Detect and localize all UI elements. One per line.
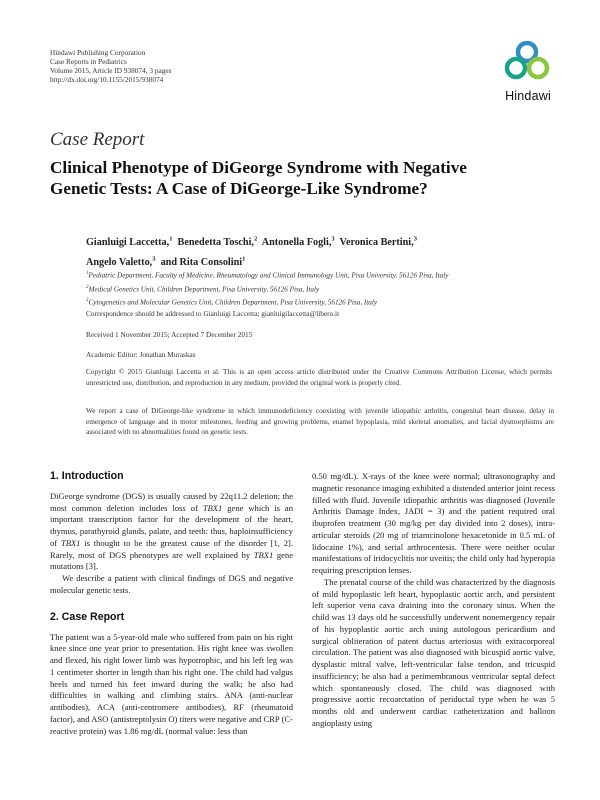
left-column: [50, 470, 293, 737]
author-list: [86, 232, 526, 272]
received-dates: Received 1 November 2015; Accepted 7 December 2015: [86, 330, 253, 339]
author: Gianluigi Laccetta,$^1$: [86, 236, 173, 249]
hindawi-logo-icon: [497, 41, 557, 87]
doi-link[interactable]: http://dx.doi.org/10.1155/2015/938074: [50, 74, 164, 84]
case-paragraph-3: The prenatal course of the child was characterized by the diagnosis of mild hypoplastic left heart, hypoplastic aortic arch, and persistent left superior vena cava draining into the coronary sinus. When the child was 13 days old he successfully underwent nonemergency repair of his hypoplastic aortic arch using autologous pericardium and surgical obliteration of patent ductus arteriosus with extracorporeal circulation. The patient was also diagnosed with bicuspid aortic valve, dysplastic mitral valve, left-ventricular false tendon, and tricuspid insufficiency; he also had a perimembranous ventricular septal defect which spontaneously closed. The child was diagnosed with progressive aortic recoarctation of periductal type when he was 5 months old and underwent cardiac catheterization and balloon angioplasty using: [312, 576, 555, 728]
intro-paragraph-1: DiGeorge syndrome (DGS) is usually caused by 22q11.2 deletion; the most common deletion includes loss of TBX1 gene which is an important transcription factor for the development of the heart, thymus, parathyroid glands, palate, and teeth: thus, haploinsufficiency of TBX1 is thought to be the greatest cause of the disorder [1, 2]. Rarely, most of DGS phenotypes are well explained by TBX1 gene mutations [3].: [50, 490, 294, 572]
author: Veronica Bertini,$^3$: [339, 236, 417, 249]
hindawi-logo: [497, 41, 557, 107]
journal-name: Case Reports in Pediatrics: [50, 56, 127, 66]
right-column: [312, 471, 555, 730]
author: Antonella Fogli,$^3$: [261, 236, 335, 249]
author: Benedetta Toschi,$^2$: [177, 236, 258, 249]
affiliation: $^3$Cytogenetics and Molecular Genetics Unit, Children Department, Pisa University, 56126 Pisa, Italy: [86, 298, 378, 307]
article-type: Case Report: [50, 129, 145, 150]
volume-line: Volume 2015, Article ID 938074, 3 pages: [50, 65, 172, 75]
section-heading-introduction: 1. Introduction: [50, 470, 124, 482]
article-title: Clinical Phenotype of DiGeorge Syndrome with Negative Genetic Tests: A Case of DiGeorge-Like Syndrome?: [50, 158, 467, 198]
author: Angelo Valetto,$^3$: [86, 255, 156, 269]
author: and Rita Consolini$^1$: [160, 255, 246, 269]
affiliation: $^1$Pediatric Department, Faculty of Medicine, Rheumatology and Clinical Immunology Unit, Pisa University, 56126 Pisa, Italy: [86, 271, 449, 280]
correspondence: Correspondence should be addressed to Gianluigi Laccetta; gianluigilaccetta@libero.it: [86, 309, 340, 318]
abstract: We report a case of DiGeorge-like syndrome in which immunodeficiency coexisting with juvenile idiopathic arthritis, congenital heart disease, delay in emergence of language and in motor milestones, feeding and growing problems, enamel hypoplasia, mild skeletal anomalies, and facial dysmorphisms are associated with no abnormalities found on genetic tests.: [86, 407, 554, 437]
case-paragraph-2: 0.50 mg/dL). X-rays of the knee were normal; ultrasonography and magnetic resonance imaging exhibited a distended anterior joint recess filled with fluid. Juvenile idiopathic arthritis was diagnosed (Juvenile Arthritis Damage Index, JADI = 3) and the patient required oral ibuprofen treatment (30 mg/kg per day divided into 2 doses), intra-articular steroids (20 mg of triamcinolone hexacetonide in 0.5 mL of lidocaine 1%), and serial arthrocentesis. There were neither ocular manifestations of iridocyclitis nor uveitis; the child only had hyperopia requiring prescription lenses.: [312, 471, 555, 575]
section-heading-case-report: 2. Case Report: [50, 610, 125, 623]
affiliations: [86, 268, 546, 309]
publisher: Hindawi Publishing Corporation: [50, 48, 146, 57]
academic-editor: Academic Editor: Jonathan Muraskas: [86, 350, 196, 359]
hindawi-logo-text: Hindawi: [505, 89, 551, 103]
journal-meta: [50, 49, 171, 85]
case-paragraph-1: The patient was a 5-year-old male who suffered from pain on his right knee since one year prior to presentation. His right knee was swollen and flexed, his right lower limb was hypotrophic, and his left leg was 1 centimeter shorter in length than his right one. The child had valgus heels and turned his feet inward during the walk; he also had difficulties in walking and climbing stairs. ANA (anti-nuclear antibodies), ACA (anti-centromere antibodies), RF (rheumatoid factor), and ASO (antistreptolysin O) titers were negative and CRP (C-reactive protein) was 1.86 mg/dL (normal value: less than: [50, 631, 293, 736]
intro-paragraph-2: We describe a patient with clinical findings of DGS and negative molecular genetic tests.: [50, 573, 293, 595]
affiliation: $^2$Medical Genetics Unit, Children Department, Pisa University, 56126 Pisa, Italy: [86, 284, 320, 294]
copyright-notice: Copyright © 2015 Gianluigi Laccetta et al. This is an open access article distributed under the Creative Commons Attribution License, which permits unrestricted use, distribution, and reproduction in any medium, provided the original work is properly cited.: [86, 367, 552, 387]
